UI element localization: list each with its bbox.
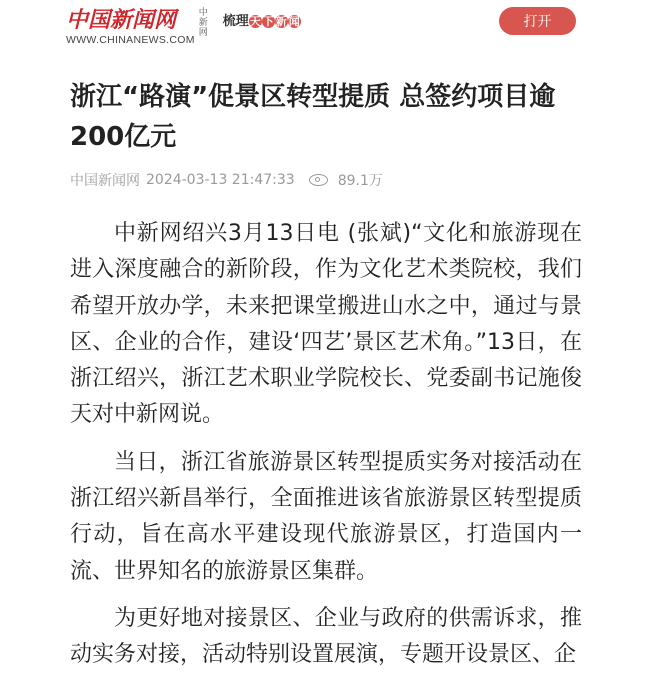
slogan-badge: 下 [262, 15, 274, 28]
open-app-button[interactable]: 打开 [499, 7, 576, 35]
slogan-badge: 天 [249, 15, 261, 28]
header [0, 0, 650, 62]
article-datetime: 2024-03-13 21:47:33 [146, 172, 295, 188]
slogan-prefix: 梳理 [222, 14, 249, 29]
article-meta [70, 170, 650, 190]
logo-text: 中国新闻网 [66, 7, 177, 33]
slogan-badge: 闻 [288, 15, 300, 28]
article-source: 中国新闻网 [70, 173, 140, 189]
chinanews-logo[interactable] [66, 6, 209, 47]
logo-column [66, 6, 195, 47]
paragraph: 当日，浙江省旅游景区转型提质实务对接活动在浙江绍兴新昌举行，全面推进该省旅游景区转型提质行动，旨在高水平建设现代旅游景区，打造国内一流、世界知名的旅游景区集群。 [70, 449, 582, 584]
slogan-badge: 新 [275, 15, 287, 28]
paragraph: 为更好地对接景区、企业与政府的供需诉求，推动实务对接，活动特别设置展演，专题开设景区、企 [70, 605, 582, 668]
article-body [70, 216, 582, 674]
eye-icon [309, 174, 328, 186]
logo-url: WWW.CHINANEWS.COM [66, 34, 195, 46]
view-count: 89.1万 [337, 173, 383, 189]
article-title: 浙江“路演”促景区转型提质 总签约项目逾200亿元 [70, 82, 556, 152]
paragraph: 中新网绍兴3月13日电 (张斌)“文化和旅游现在进入深度融合的新阶段，作为文化艺术类院校，我们希望开放办学，未来把课堂搬进山水之中，通过与景区、企业的合作，建设‘四艺’景区艺术角。”13日，在浙江绍兴，浙江艺术职业学院校长、党委副书记施俊天对中新网说。 [70, 221, 582, 428]
slogan [223, 14, 301, 30]
logo-sub: 中新网 [198, 8, 208, 38]
